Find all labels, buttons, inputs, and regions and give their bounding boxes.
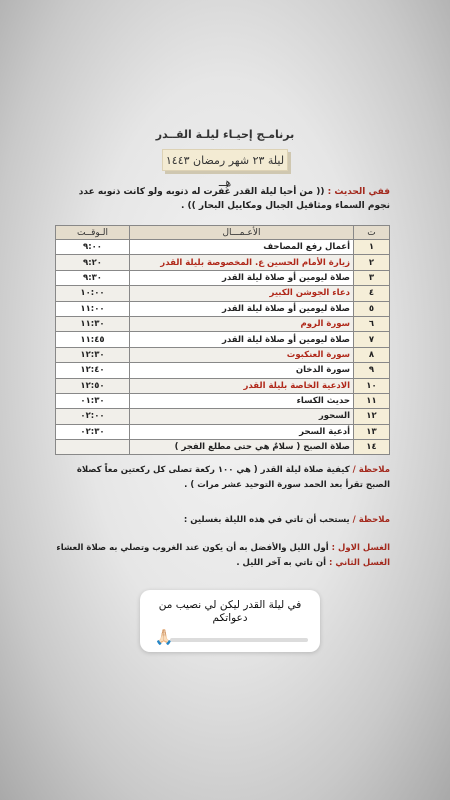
row-time: ٩:٢٠ — [56, 255, 130, 270]
table-row — [56, 440, 390, 455]
row-time: ٩:٠٠ — [56, 240, 130, 255]
row-number: ١٣ — [354, 424, 390, 439]
row-activity: الادعية الخاصة بليلة القدر — [130, 378, 354, 393]
table-row — [56, 363, 390, 378]
row-activity: زيارة الأمام الحسين ع. المخصوصة بليلة القدر — [130, 255, 354, 270]
row-number: ٤ — [354, 286, 390, 301]
row-activity: حديث الكساء — [130, 393, 354, 408]
row-activity: صلاة ليومين أو صلاة ليلة القدر — [130, 270, 354, 285]
row-time: ١١:٣٠ — [56, 316, 130, 331]
table-row — [56, 255, 390, 270]
table-row — [56, 332, 390, 347]
row-number: ١٢ — [354, 409, 390, 424]
hadith-label: ففي الحديث : — [327, 187, 390, 197]
note-ghusl-text: يستحب أن تاتي في هذه الليلة بغسلين : — [183, 515, 350, 525]
row-time — [56, 440, 130, 455]
header-act: الأعـمـــال — [130, 226, 354, 240]
row-number: ١٤ — [354, 440, 390, 455]
row-activity: أدعية السحر — [130, 424, 354, 439]
header-time: الـوقــت — [56, 226, 130, 240]
note-prayer-text: كيفية صلاة ليلة القدر ( هي ١٠٠ ركعة تصلى كل ركعتين معاً كصلاة الصبح تقرأ بعد الحمد سورة التوحيد عشر مرات ) . — [76, 465, 390, 490]
table-row — [56, 409, 390, 424]
row-number: ٣ — [354, 270, 390, 285]
row-activity: صلاة ليومين أو صلاة ليلة القدر — [130, 332, 354, 347]
note-prayer-label: ملاحظة / — [352, 465, 390, 475]
schedule-header-row — [56, 226, 390, 240]
ghusl-first-text: أول الليل والأفضل به أن يكون عند الغروب وتصلي به صلاة العشاء — [56, 543, 329, 553]
program-title: برنامـج إحيـاء ليلـة القــدر — [155, 128, 295, 141]
note-prayer — [55, 463, 390, 493]
emoji-slider-sticker[interactable] — [140, 590, 320, 652]
ghusl-second-text: أن تاتي به آخر الليل . — [236, 558, 327, 568]
table-row — [56, 240, 390, 255]
table-row — [56, 286, 390, 301]
hadith-text — [55, 185, 390, 213]
note-ghusl-label: ملاحظة / — [352, 515, 390, 525]
row-time: ١٢:٣٠ — [56, 347, 130, 362]
row-number: ٨ — [354, 347, 390, 362]
row-activity: سورة الروم — [130, 316, 354, 331]
row-activity: أعمال رفع المصاحف — [130, 240, 354, 255]
ghusl-list — [55, 541, 390, 571]
ghusl-first — [55, 541, 390, 556]
row-time: ٠١:٣٠ — [56, 393, 130, 408]
row-number: ٩ — [354, 363, 390, 378]
table-row — [56, 270, 390, 285]
table-row — [56, 378, 390, 393]
row-time: ٩:٣٠ — [56, 270, 130, 285]
ghusl-second-label: الغسل الثاني : — [328, 558, 390, 568]
sticker-question: في ليلة القدر ليكن لي نصيب من دعواتكم — [158, 599, 302, 624]
ghusl-second — [55, 556, 390, 571]
row-activity: صلاة الصبح ( سلامٌ هي حتى مطلع الفجر ) — [130, 440, 354, 455]
row-time: ١٢:٥٠ — [56, 378, 130, 393]
row-activity: سورة الدخان — [130, 363, 354, 378]
night-date: ليلة ٢٣ شهر رمضان ١٤٤٣ هــ — [162, 149, 288, 171]
row-activity: دعاء الجوشن الكبير — [130, 286, 354, 301]
row-number: ١٠ — [354, 378, 390, 393]
row-number: ٧ — [354, 332, 390, 347]
header-num: ت — [354, 226, 390, 240]
row-number: ٥ — [354, 301, 390, 316]
table-row — [56, 301, 390, 316]
row-time: ١٠:٠٠ — [56, 286, 130, 301]
note-ghusl — [55, 513, 390, 528]
row-time: ٠٢:٣٠ — [56, 424, 130, 439]
ghusl-first-label: الغسل الاول : — [331, 543, 390, 553]
row-number: ١١ — [354, 393, 390, 408]
table-row — [56, 316, 390, 331]
row-time: ١١:٤٥ — [56, 332, 130, 347]
table-row — [56, 347, 390, 362]
row-number: ٦ — [354, 316, 390, 331]
row-time: ٠٢:٠٠ — [56, 409, 130, 424]
row-activity: السحور — [130, 409, 354, 424]
table-row — [56, 393, 390, 408]
hadith-body: (( من أحيا ليلة القدر غُفرت له ذنوبه ولو كانت ذنوبه عدد نجوم السماء ومثاقيل الجبال ومكاييل البحار )) . — [78, 187, 390, 211]
row-time: ١١:٠٠ — [56, 301, 130, 316]
row-number: ٢ — [354, 255, 390, 270]
row-time: ١٢:٤٠ — [56, 363, 130, 378]
schedule-table — [55, 225, 390, 455]
slider-track[interactable] — [170, 638, 308, 642]
row-activity: صلاة ليومين أو صلاة ليلة القدر — [130, 301, 354, 316]
praying-hands-icon[interactable]: 🙏🏻 — [154, 628, 174, 646]
table-row — [56, 424, 390, 439]
row-activity: سورة العنكبوت — [130, 347, 354, 362]
row-number: ١ — [354, 240, 390, 255]
